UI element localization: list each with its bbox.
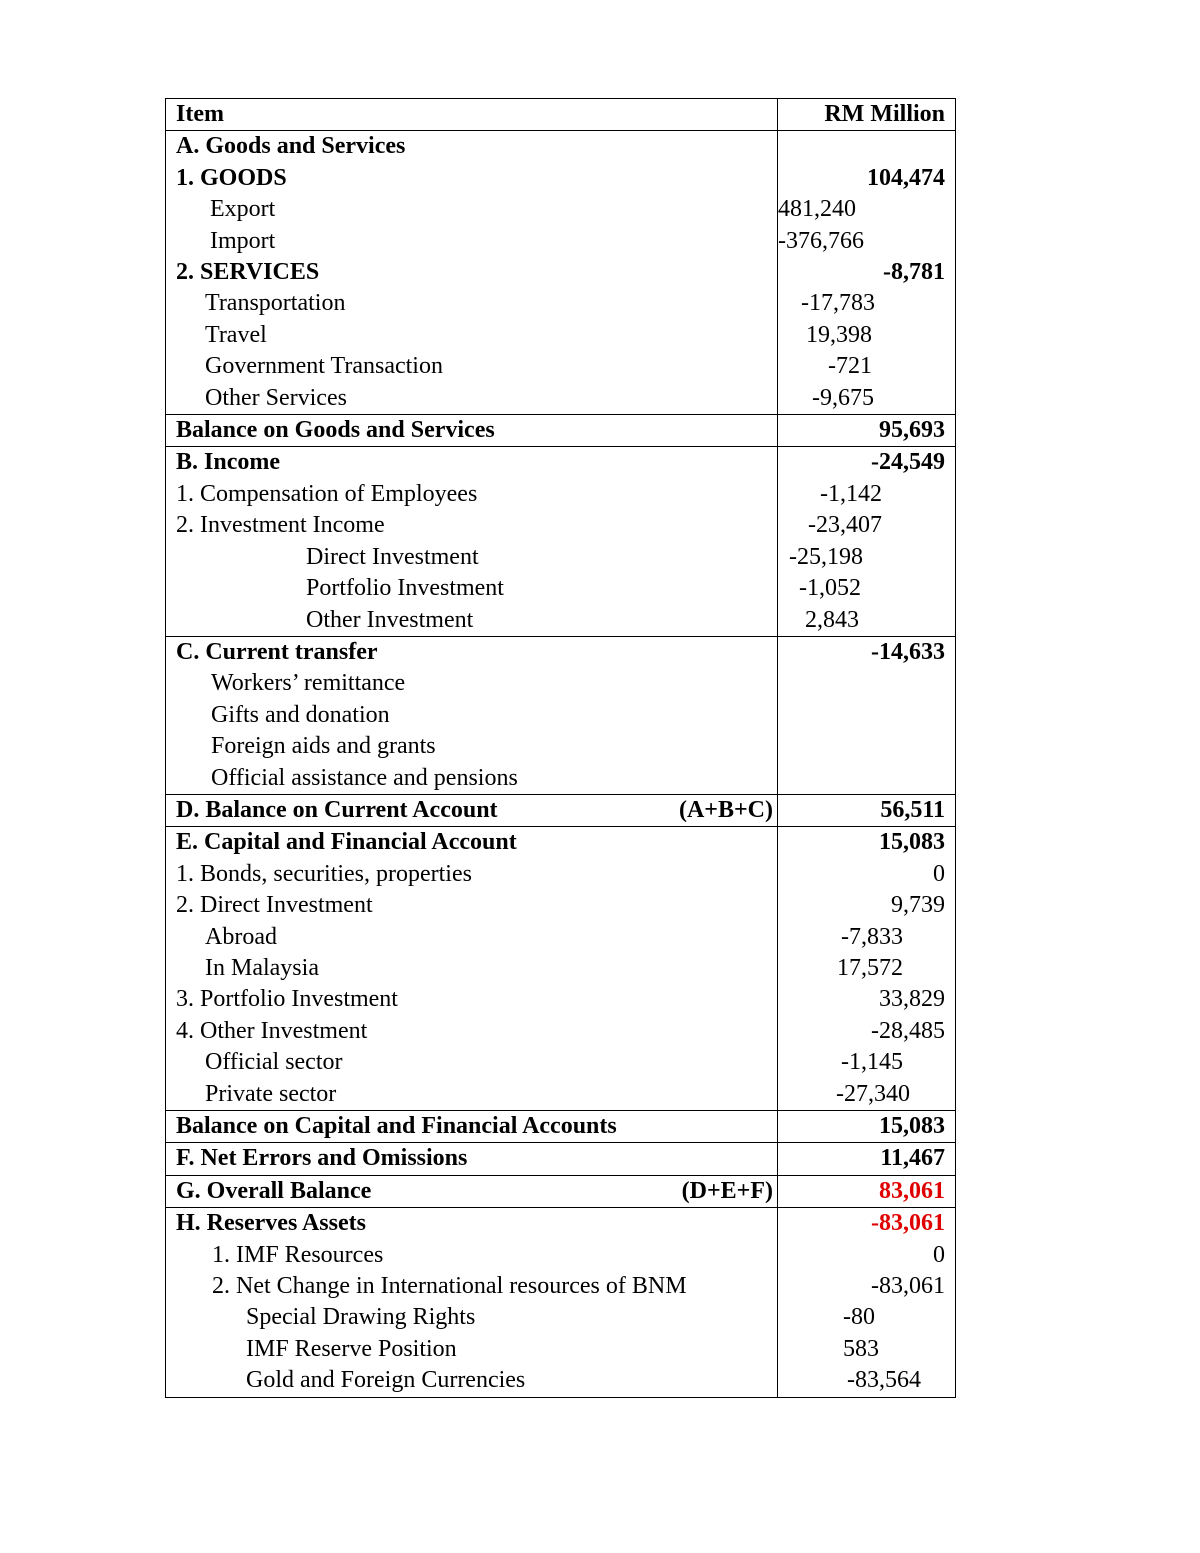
row-value-cell — [778, 320, 956, 351]
row-value: -17,783 — [801, 290, 875, 317]
row-value: -83,061 — [871, 1273, 945, 1300]
row-value-cell — [778, 1240, 956, 1271]
row-value-cell — [778, 288, 956, 319]
row-value-cell — [778, 668, 956, 699]
table-row — [166, 636, 956, 668]
row-value: -24,549 — [871, 449, 945, 476]
row-label: Import — [210, 227, 276, 254]
row-value-cell — [778, 922, 956, 953]
row-value: 56,511 — [880, 796, 945, 823]
row-label-cell — [166, 1175, 778, 1207]
row-value-cell — [778, 1334, 956, 1365]
row-value: -721 — [828, 353, 872, 380]
table-row — [166, 1079, 956, 1111]
row-label: In Malaysia — [205, 954, 319, 981]
row-value-cell — [778, 953, 956, 984]
row-value: -25,198 — [789, 543, 863, 570]
row-value-cell — [778, 1047, 956, 1078]
table-row — [166, 731, 956, 762]
table-row — [166, 1175, 956, 1207]
row-label: F. Net Errors and Omissions — [176, 1145, 468, 1172]
row-value-cell — [778, 605, 956, 637]
row-value: -9,675 — [812, 384, 874, 411]
row-value-cell — [778, 415, 956, 447]
row-label: Transportation — [205, 290, 346, 317]
row-label: 1. Compensation of Employees — [176, 480, 478, 507]
row-value: 15,083 — [879, 1113, 945, 1139]
row-value-cell — [778, 257, 956, 288]
table-row — [166, 1334, 956, 1365]
row-label-cell — [166, 668, 778, 699]
row-value: 9,739 — [891, 892, 945, 919]
row-value-cell — [778, 827, 956, 859]
table-row — [166, 1302, 956, 1333]
table-row — [166, 320, 956, 351]
row-value-cell — [778, 1079, 956, 1111]
table-row — [166, 351, 956, 382]
row-value: 83,061 — [879, 1177, 945, 1204]
row-label: D. Balance on Current Account — [176, 796, 498, 823]
row-value-cell — [778, 731, 956, 762]
row-label-cell — [166, 351, 778, 382]
row-value-cell — [778, 700, 956, 731]
row-label-cell — [166, 636, 778, 668]
row-value-cell — [778, 1302, 956, 1333]
item-column-header: Item — [166, 99, 778, 131]
row-value-cell — [778, 542, 956, 573]
table-row — [166, 1271, 956, 1302]
row-label-cell — [166, 1271, 778, 1302]
row-label-cell — [166, 383, 778, 415]
row-label: Foreign aids and grants — [211, 733, 436, 760]
table-row — [166, 542, 956, 573]
row-value: -28,485 — [871, 1017, 945, 1044]
row-value: -23,407 — [808, 512, 882, 539]
table-row — [166, 794, 956, 826]
row-label: 3. Portfolio Investment — [176, 986, 398, 1013]
row-label-cell — [166, 479, 778, 510]
row-value: 11,467 — [880, 1145, 945, 1172]
row-value: 481,240 — [778, 196, 856, 223]
row-value-cell — [778, 194, 956, 225]
row-label: 1. GOODS — [176, 164, 287, 191]
row-label-cell — [166, 573, 778, 604]
row-value: -80 — [843, 1304, 875, 1331]
row-label-cell — [166, 700, 778, 731]
row-value-cell — [778, 984, 956, 1015]
row-label-cell — [166, 1143, 778, 1175]
table-row — [166, 1016, 956, 1047]
row-label-cell — [166, 542, 778, 573]
row-value: 33,829 — [879, 986, 945, 1013]
row-label: Private sector — [205, 1080, 337, 1107]
row-value: -1,142 — [820, 480, 882, 507]
row-label: Gifts and donation — [211, 701, 390, 728]
table-row — [166, 573, 956, 604]
row-label: H. Reserves Assets — [176, 1210, 366, 1237]
value-column-header: RM Million — [778, 99, 956, 131]
row-label-cell — [166, 1079, 778, 1111]
row-label-cell — [166, 890, 778, 921]
row-label-cell — [166, 1047, 778, 1078]
row-formula: (A+B+C) — [678, 796, 773, 823]
row-value-cell — [778, 1016, 956, 1047]
row-label: Official sector — [205, 1049, 343, 1076]
row-value: 0 — [933, 1241, 945, 1268]
table-row — [166, 288, 956, 319]
row-value-cell — [778, 1208, 956, 1240]
row-value-cell — [778, 859, 956, 890]
table-header-row — [166, 99, 956, 131]
table-row — [166, 1240, 956, 1271]
row-value: -376,766 — [778, 227, 864, 254]
row-value-cell — [778, 447, 956, 479]
row-value-cell — [778, 794, 956, 826]
row-label: E. Capital and Financial Account — [176, 829, 517, 856]
row-value: 17,572 — [837, 954, 903, 981]
row-value-cell — [778, 1175, 956, 1207]
row-value: 19,398 — [806, 321, 872, 348]
table-row — [166, 131, 956, 163]
row-label: 1. Bonds, securities, properties — [176, 860, 472, 887]
row-value-cell — [778, 351, 956, 382]
row-label: B. Income — [176, 449, 280, 476]
row-label-cell — [166, 288, 778, 319]
table-row — [166, 1143, 956, 1175]
row-value: -7,833 — [841, 923, 903, 950]
row-value: 104,474 — [867, 164, 945, 191]
table-row — [166, 953, 956, 984]
row-label-cell — [166, 226, 778, 257]
row-label: C. Current transfer — [176, 638, 378, 665]
row-value: -83,061 — [871, 1210, 945, 1237]
row-value-cell — [778, 479, 956, 510]
row-value: 0 — [933, 860, 945, 887]
row-label-cell — [166, 1240, 778, 1271]
row-label: G. Overall Balance — [176, 1177, 372, 1204]
table-row — [166, 510, 956, 541]
row-label-cell — [166, 1365, 778, 1397]
row-value: -1,052 — [799, 575, 861, 602]
row-label-cell — [166, 194, 778, 225]
table-row — [166, 1047, 956, 1078]
row-label-cell — [166, 1208, 778, 1240]
table-row — [166, 1365, 956, 1397]
row-label-cell — [166, 415, 778, 447]
row-value: -14,633 — [871, 638, 945, 665]
row-label: Direct Investment — [306, 543, 479, 570]
row-label-cell — [166, 922, 778, 953]
row-label: 1. IMF Resources — [212, 1241, 384, 1268]
row-value-cell — [778, 636, 956, 668]
row-value: 15,083 — [879, 829, 945, 856]
row-label-cell — [166, 827, 778, 859]
row-label: Workers’ remittance — [211, 670, 406, 697]
row-label: 4. Other Investment — [176, 1017, 368, 1044]
row-value: -8,781 — [883, 259, 945, 286]
row-value: 95,693 — [879, 417, 945, 444]
row-label: 2. Direct Investment — [176, 892, 373, 919]
row-label: 2. SERVICES — [176, 259, 320, 286]
row-label-cell — [166, 1334, 778, 1365]
row-label: Special Drawing Rights — [246, 1304, 476, 1331]
row-value-cell — [778, 1365, 956, 1397]
row-label-cell — [166, 953, 778, 984]
row-label-cell — [166, 131, 778, 163]
table-row — [166, 226, 956, 257]
row-label-cell — [166, 859, 778, 890]
table-row — [166, 163, 956, 194]
row-label: Government Transaction — [205, 353, 443, 380]
row-value-cell — [778, 573, 956, 604]
row-label: Official assistance and pensions — [211, 764, 518, 791]
table-row — [166, 890, 956, 921]
row-formula: (D+E+F) — [681, 1177, 773, 1204]
balance-of-payments-table — [165, 98, 956, 1398]
row-label-cell — [166, 320, 778, 351]
row-label: IMF Reserve Position — [246, 1335, 457, 1362]
row-value-cell — [778, 226, 956, 257]
row-label-cell — [166, 1302, 778, 1333]
row-value-cell — [778, 510, 956, 541]
row-value: 2,843 — [805, 606, 859, 633]
table-body — [166, 131, 956, 1397]
table-row — [166, 922, 956, 953]
row-value: -27,340 — [836, 1080, 910, 1107]
row-label: Balance on Capital and Financial Accounts — [176, 1113, 617, 1139]
row-value-cell — [778, 163, 956, 194]
row-label-cell — [166, 794, 778, 826]
table-row — [166, 827, 956, 859]
table-row — [166, 257, 956, 288]
row-label-cell — [166, 447, 778, 479]
table-row — [166, 383, 956, 415]
row-label: Other Investment — [306, 606, 474, 633]
row-value: -1,145 — [841, 1049, 903, 1076]
row-label-cell — [166, 1111, 778, 1143]
row-value-cell — [778, 763, 956, 795]
row-label-cell — [166, 731, 778, 762]
row-value-cell — [778, 1111, 956, 1143]
row-value-cell — [778, 131, 956, 163]
row-label-cell — [166, 984, 778, 1015]
row-value-cell — [778, 1143, 956, 1175]
row-label: A. Goods and Services — [176, 133, 406, 160]
row-value-cell — [778, 1271, 956, 1302]
table-row — [166, 605, 956, 637]
row-value-cell — [778, 890, 956, 921]
row-label: 2. Investment Income — [176, 512, 385, 539]
table-row — [166, 859, 956, 890]
row-value-cell — [778, 383, 956, 415]
row-label: Other Services — [205, 384, 347, 411]
table-row — [166, 700, 956, 731]
row-label-cell — [166, 510, 778, 541]
row-label-cell — [166, 257, 778, 288]
table-row — [166, 447, 956, 479]
row-label: Abroad — [205, 923, 277, 950]
table-row — [166, 763, 956, 795]
row-label: Portfolio Investment — [306, 575, 504, 602]
row-label-cell — [166, 163, 778, 194]
balance-of-payments-table-container — [165, 98, 955, 1398]
row-label-cell — [166, 605, 778, 637]
table-row — [166, 479, 956, 510]
table-row — [166, 1111, 956, 1143]
row-label: Balance on Goods and Services — [176, 417, 495, 444]
row-label: Gold and Foreign Currencies — [246, 1367, 526, 1394]
table-row — [166, 194, 956, 225]
row-label: Travel — [205, 321, 267, 348]
table-row — [166, 984, 956, 1015]
table-row — [166, 415, 956, 447]
table-row — [166, 1208, 956, 1240]
row-label-cell — [166, 1016, 778, 1047]
row-label-cell — [166, 763, 778, 795]
table-row — [166, 668, 956, 699]
row-label: 2. Net Change in International resources of BNM — [212, 1273, 687, 1300]
row-value: 583 — [843, 1335, 879, 1362]
row-label: Export — [210, 196, 276, 223]
row-value: -83,564 — [847, 1367, 921, 1394]
